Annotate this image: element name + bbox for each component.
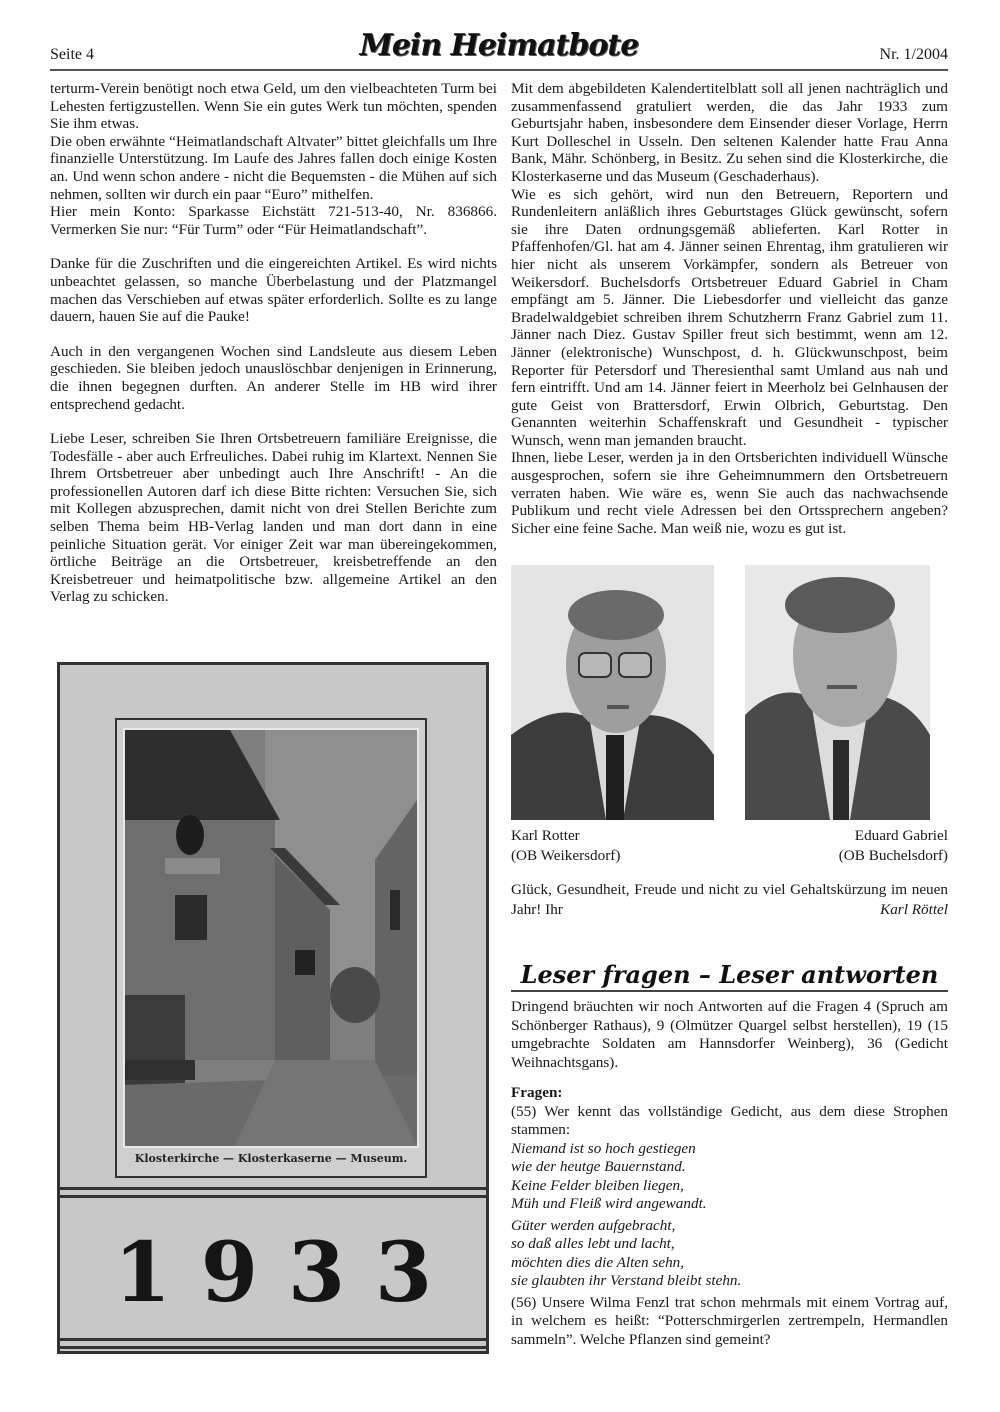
person-role: (OB Weikersdorf) — [511, 847, 621, 864]
section-divider — [511, 990, 948, 992]
photo-caption-right — [839, 826, 948, 866]
paragraph: Auch in den vergangenen Wochen sind Landsleute aus diesem Leben geschieden. Sie bleiben jedoch unauslöschbar denjenigen in Erinnerung, die ihnen begegnen durften. An anderer Stelle im HB wird ihrer entsprechend gedacht. — [50, 342, 497, 413]
paragraph: Mit dem abgebildeten Kalendertitelblatt soll all jenen nachträglich und zusammenfassend gratuliert werden, die das Jahr 1933 zum Geburtsjahr haben, insbesondere dem Einsender dieser Vorlage, Herrn Kurt Dolleschel in Usseln. Den seltenen Kalender hatte Frau Anna Bank, Mähr. Schönberg, in Besitz. Zu sehen sind die Klosterkirche, die Klosterkaserne und das Museum (Geschaderhaus). — [511, 80, 948, 185]
poem-stanza-1 — [511, 1140, 948, 1214]
page-header — [50, 28, 948, 68]
paragraph: Liebe Leser, schreiben Sie Ihren Ortsbetreuern familiäre Ereignisse, die Todesfälle - aber auch Erfreuliches. Dabei ruhig im Klartext. Nennen Sie Ihrem Ortsbetreuer aber unbedingt auch Ihre Anschrift! - An die professionellen Autoren darf ich diese Bitte richten: Versuchen Sie, sich mit Kollegen abzusprechen, damit nicht von drei Stellen Berichte zum selben Thema beim HB-Verlag landen und man dort dann in eine peinliche Situation gerät. Vor einiger Zeit war man übereingekommen, örtliche Beiträge an die Ortsbetreuer, kreisbetreffende an den Kreisbetreuer und heimatpolitische bzw. allgemeine Artikel an den Verlag zu schicken. — [50, 430, 497, 606]
poem-line: Keine Felder bleiben liegen, — [511, 1176, 684, 1194]
poem-line: Güter werden aufgebracht, — [511, 1216, 676, 1234]
calendar-divider — [60, 1346, 486, 1349]
questions-label: Fragen: — [511, 1084, 563, 1101]
intro-paragraph: Dringend bräuchten wir noch Antworten auf die Fragen 4 (Spruch am Schönberger Rathaus), 9 (Olmützer Quargel selbst herstellen), 19 (15 umgebrachte Soldaten am Hannsdorfer Weinberg), 36 (Gedicht Weihnachtsgans). — [511, 998, 948, 1071]
issue-number: Nr. 1/2004 — [879, 46, 948, 63]
person-role: (OB Buchelsdorf) — [838, 847, 948, 864]
calendar-divider — [60, 1338, 486, 1341]
paragraph: Danke für die Zuschriften und die eingereichten Artikel. Es wird nichts unbeachtet gelassen, so manche Überbelastung und der Platzmangel machen das Verschieben auf etwas später erforderlich. Sollte es zu lange dauern, hauen Sie auf die Pauke! — [50, 255, 497, 326]
new-year-greeting — [511, 880, 948, 920]
left-column — [50, 80, 497, 606]
street-scene-drawing — [125, 730, 417, 1146]
question-55: (55) Wer kennt das vollständige Gedicht, aus dem diese Strophen stammen: — [511, 1102, 948, 1138]
question-56: (56) Unsere Wilma Fenzl trat schon mehrmals mit einem Vortrag auf, in welchem es heißt: “Potterschmirgerlen zertrempeln, Hermandlen sammeln”. Welche Pflanzen sind gemeint? — [511, 1293, 948, 1348]
portrait-photo-eduard-gabriel — [745, 565, 930, 820]
poem-line: so daß alles lebt und lacht, — [511, 1235, 675, 1252]
poem-line: möchten dies die Alten sehn, — [511, 1253, 685, 1271]
section-heading: Leser fragen – Leser antworten — [520, 960, 939, 989]
right-column — [511, 80, 948, 537]
calendar-divider — [60, 1187, 486, 1190]
monastery-street-illustration — [123, 728, 419, 1148]
calendar-picture-frame — [115, 718, 427, 1178]
calendar-divider — [60, 1195, 486, 1198]
calendar-cover-image — [57, 662, 489, 1354]
page-number: Seite 4 — [50, 46, 94, 63]
greeting-text: Glück, Gesundheit, Freude und nicht zu viel Gehaltskürzung im neuen Jahr! Ihr — [511, 881, 948, 918]
paragraph: Ihnen, liebe Leser, werden ja in den Ortsberichten individuell Wünsche ausgesprochen, sofern sie ihre Geheimnummern den Ortsbetreuern verraten haben. Wie wäre es, wenn Sie auch das nachwachsende Publikum und recht viele Adressen bei den Ortssprechern angeben? Sicher eine feine Sache. Man weiß nie, wozu es gut ist. — [511, 449, 948, 537]
photo-caption-left — [511, 826, 620, 866]
person-name: Eduard Gabriel — [854, 827, 948, 844]
calendar-caption: Klosterkirche — Klosterkaserne — Museum. — [134, 1152, 408, 1165]
paragraph: terturm-Verein benötigt noch etwa Geld, um den vielbeachteten Turm bei Lehesten fertigzustellen. Wenn Sie ein gutes Werk tun möchten, spenden Sie ihm etwas. — [50, 80, 497, 133]
signature: Karl Röttel — [880, 901, 948, 918]
portrait-photo-karl-rotter — [511, 565, 714, 820]
masthead-logo: Mein Heimatbote — [359, 28, 639, 63]
poem-line: Niemand ist so hoch gestiegen — [511, 1139, 696, 1157]
portrait-image — [511, 565, 714, 820]
poem-line: sie glaubten ihr Verstand bleibt stehn. — [511, 1272, 742, 1289]
person-name: Karl Rotter — [511, 827, 580, 844]
portrait-image — [745, 565, 930, 820]
poem-stanza-2 — [511, 1217, 948, 1291]
reader-questions-section — [511, 998, 948, 1349]
poem-line: Müh und Fleiß wird angewandt. — [511, 1195, 707, 1212]
poem-line: wie der heutge Bauernstand. — [511, 1158, 686, 1175]
calendar-year: 1933 — [113, 1225, 463, 1321]
paragraph: Wie es sich gehört, wird nun den Betreuern, Reportern und Rundenleitern anläßlich ihres Geburtstages Glück gewünscht, sofern sie ihre Daten ordnungsgemäß ablieferten. Karl Rotter in Pfaffenhofen/Gl. hat am 4. Jänner seinen Ehrentag, ihm gratulieren wir hier nicht als unserem Vorkämpfer, sondern als Betreuer von Weikersdorf. Buchelsdorfs Ortsbetreuer Eduard Gabriel in Cham empfängt am 5. Jänner. Die Liebesdorfer und vielleicht das ganze Bradelwaldgebiet schreiben ihrem Schutzherrn Franz Gabriel zum 11. Jänner nach Diez. Gustav Spiller freut sich bestimmt, wenn am 12. Jänner (elektronische) Wunschpost, d. h. Glückwunschpost, beim Reporter für Petersdorf und Theresienthal samt Umland aus nah und fern eintrifft. Und am 14. Jänner feiert in Meerholz bei Gelnhausen der gute Geist von Brattersdorf, Erwin Olbrich, Geburtstag. Den Genannten weiterhin Schaffenskraft und Gesundheit - typischer Wunsch, wenn man jemanden braucht. — [511, 185, 948, 449]
paragraph: Hier mein Konto: Sparkasse Eichstätt 721-513-40, Nr. 836866. Vermerken Sie nur: “Für Turm” oder “Für Heimatlandschaft”. — [50, 203, 497, 238]
header-divider — [50, 69, 948, 71]
paragraph: Die oben erwähnte “Heimatlandschaft Altvater” bittet gleichfalls um Ihre finanzielle Unterstützung. Im Laufe des Jahres fallen doch einige Kosten an. Und wenn schon andere - nicht die Bequemsten - die Mühen auf sich nehmen, sollten wir durch ein paar “Euro” mithelfen. — [50, 132, 497, 203]
